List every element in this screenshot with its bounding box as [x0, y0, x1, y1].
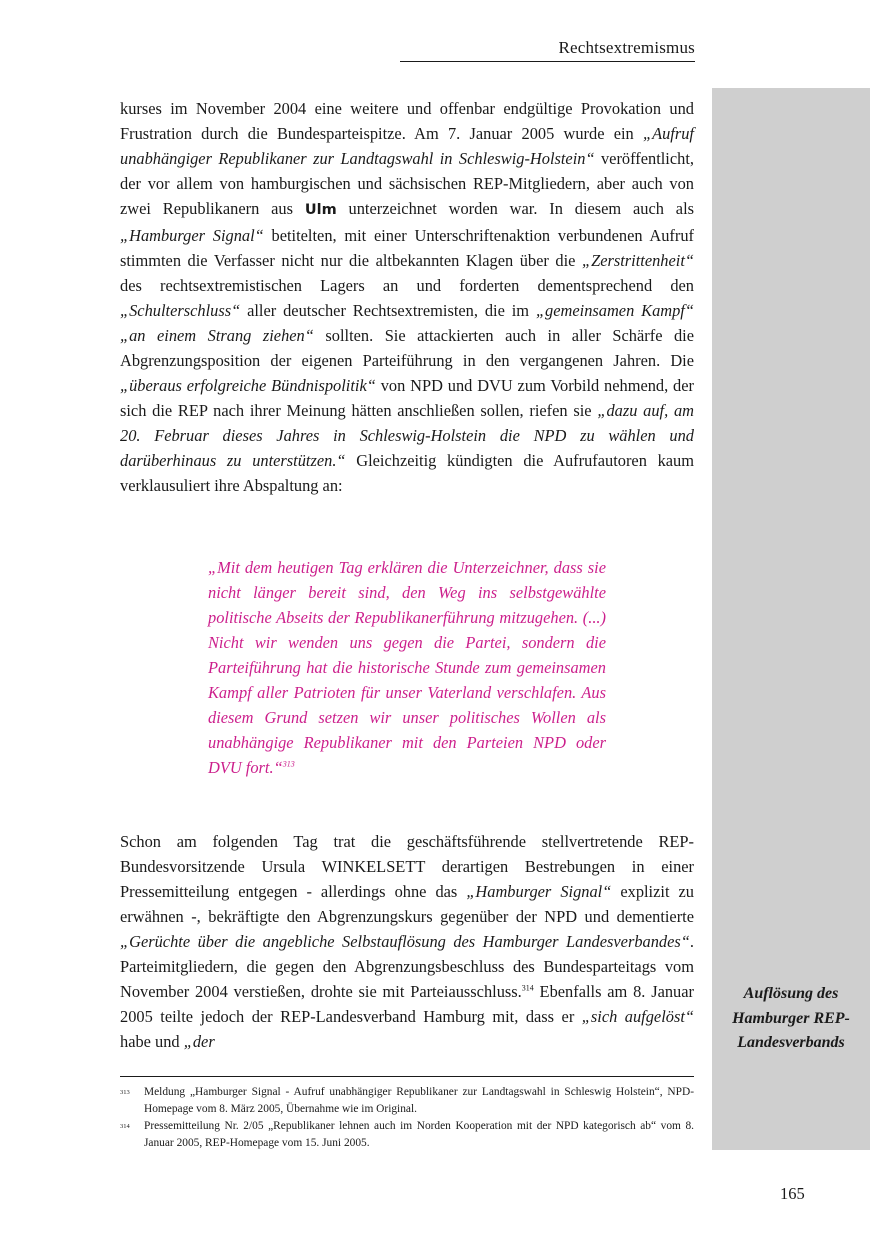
citation: „dazu auf, am 20. Februar dieses Jahres in Schleswig-Holstein die NPD zu wählen und darüberhinaus zu unterstützen.“ — [120, 401, 694, 470]
highlighted-city: Ulm — [304, 202, 337, 218]
body-paragraph-1 — [120, 96, 694, 498]
footnote-ref-313[interactable]: 313 — [282, 759, 295, 769]
footnote-rule — [120, 1076, 694, 1077]
citation: „sich aufgelöst“ — [581, 1007, 694, 1026]
citation: „Schulterschluss“ — [120, 301, 241, 320]
margin-note-line: Auflösung des — [743, 985, 839, 1002]
citation: „Hamburger Signal“ — [466, 882, 612, 901]
header-rule — [400, 61, 695, 62]
footnote-number: 314 — [120, 1123, 130, 1130]
text-span: von NPD und DVU zum Vorbild nehmend, der sich die REP nach ihrer Meinung hätten anschließen sollen, riefen sie — [120, 376, 694, 420]
margin-note — [716, 982, 866, 1056]
footnote-text: Meldung „Hamburger Signal - Aufruf unabhängiger Republikaner zur Landtagswahl in Schleswig Holstein“, NPD-Homepage vom 8. März 2005, Übernahme wie im Original. — [144, 1086, 694, 1115]
citation: „Gerüchte über die angebliche Selbstauflösung des Hamburger Landesverbandes“ — [120, 932, 690, 951]
running-header-title: Rechtsextremismus — [558, 38, 695, 57]
citation: „Aufruf unabhängiger Republikaner zur Landtagswahl in Schleswig-Holstein“ — [120, 124, 694, 168]
quote-text: „Mit dem heutigen Tag erklären die Unterzeichner, dass sie nicht länger bereit sind, den Weg ins selbstgewählte politische Abseits der Republikanerführung mitzugehen. (...) Nicht wir wenden uns gegen die Partei, sondern die Parteiführung hat die historische Stunde zum gemeinsamen Kampf aller Patrioten für unser Vaterland verschlafen. Aus diesem Grund setzen wir unser politisches Wollen als unabhängige Republikaner mit den Parteien NPD oder DVU fort.“ — [208, 558, 606, 777]
block-quote — [208, 555, 606, 780]
text-span: habe und — [120, 1032, 184, 1051]
margin-note-line: Landesverbands — [737, 1034, 845, 1051]
footnote-text: Pressemitteilung Nr. 2/05 „Republikaner lehnen auch im Norden Kooperation mit der NPD kategorisch ab“ vom 8. Januar 2005, REP-Homepage vom 15. Juni 2005. — [144, 1120, 694, 1149]
running-header — [400, 38, 695, 62]
citation: „der — [183, 1032, 215, 1051]
footnote-314 — [120, 1118, 694, 1152]
text-span: sollten. Sie attackierten auch in aller Schärfe die Abgrenzungsposition der eigenen Parteiführung in den vergangenen Jahren. Die — [120, 326, 694, 370]
citation: „Zerstrittenheit“ — [581, 251, 694, 270]
text-span: betitelten, mit einer Unterschriftenaktion verbundenen Aufruf stimmten die Verfasser nicht nur die altbekannten Klagen über die — [120, 226, 694, 270]
margin-note-line: Hamburger REP- — [732, 1009, 850, 1027]
text-span: Ebenfalls am 8. Januar 2005 teilte jedoch der REP-Landesverband Hamburg mit, dass er — [120, 982, 694, 1026]
citation: „Hamburger Signal“ — [120, 226, 264, 245]
text-span: kurses im November 2004 eine weitere und offenbar endgültige Provokation und Frustration durch die Bundesparteispitze. Am 7. Januar 2005 wurde ein — [120, 99, 694, 143]
text-span: des rechtsextremistischen Lagers an und forderten dementsprechend den — [120, 276, 694, 295]
text-span: . Parteimitgliedern, die gegen den Abgrenzungsbeschluss des Bundesparteitags vom November 2004 verstießen, drohte sie mit Parteiausschluss. — [120, 932, 694, 1001]
footnote-number: 313 — [120, 1089, 130, 1096]
text-span: Gleichzeitig kündigten die Aufrufautoren kaum verklausuliert ihre Abspaltung an: — [120, 451, 694, 495]
footnote-ref-314[interactable]: 314 — [521, 983, 534, 993]
text-span: Schon am folgenden Tag trat die geschäftsführende stellvertretende REP-Bundesvorsitzende Ursula WINKELSETT derartigen Bestrebungen in einer Pressemitteilung entgegen - allerdings ohne das — [120, 832, 694, 901]
body-paragraph-2 — [120, 829, 694, 1054]
citation: „überaus erfolgreiche Bündnispolitik“ — [120, 376, 376, 395]
citation: „gemeinsamen Kampf“ „an einem Strang ziehen“ — [120, 301, 694, 345]
text-span: aller deutscher Rechtsextremisten, die im — [240, 301, 536, 320]
page-number: 165 — [780, 1184, 805, 1203]
text-span: explizit zu erwähnen -, bekräftigte den Abgrenzungskurs gegenüber der NPD und dementierte — [120, 882, 694, 926]
footnote-313 — [120, 1084, 694, 1118]
text-span: veröffentlicht, der vor allem von hamburgischen und sächsischen REP-Mitgliedern, aber auch von zwei Republikanern aus — [120, 149, 694, 218]
text-span: unterzeichnet worden war. In diesem auch als — [336, 199, 695, 218]
